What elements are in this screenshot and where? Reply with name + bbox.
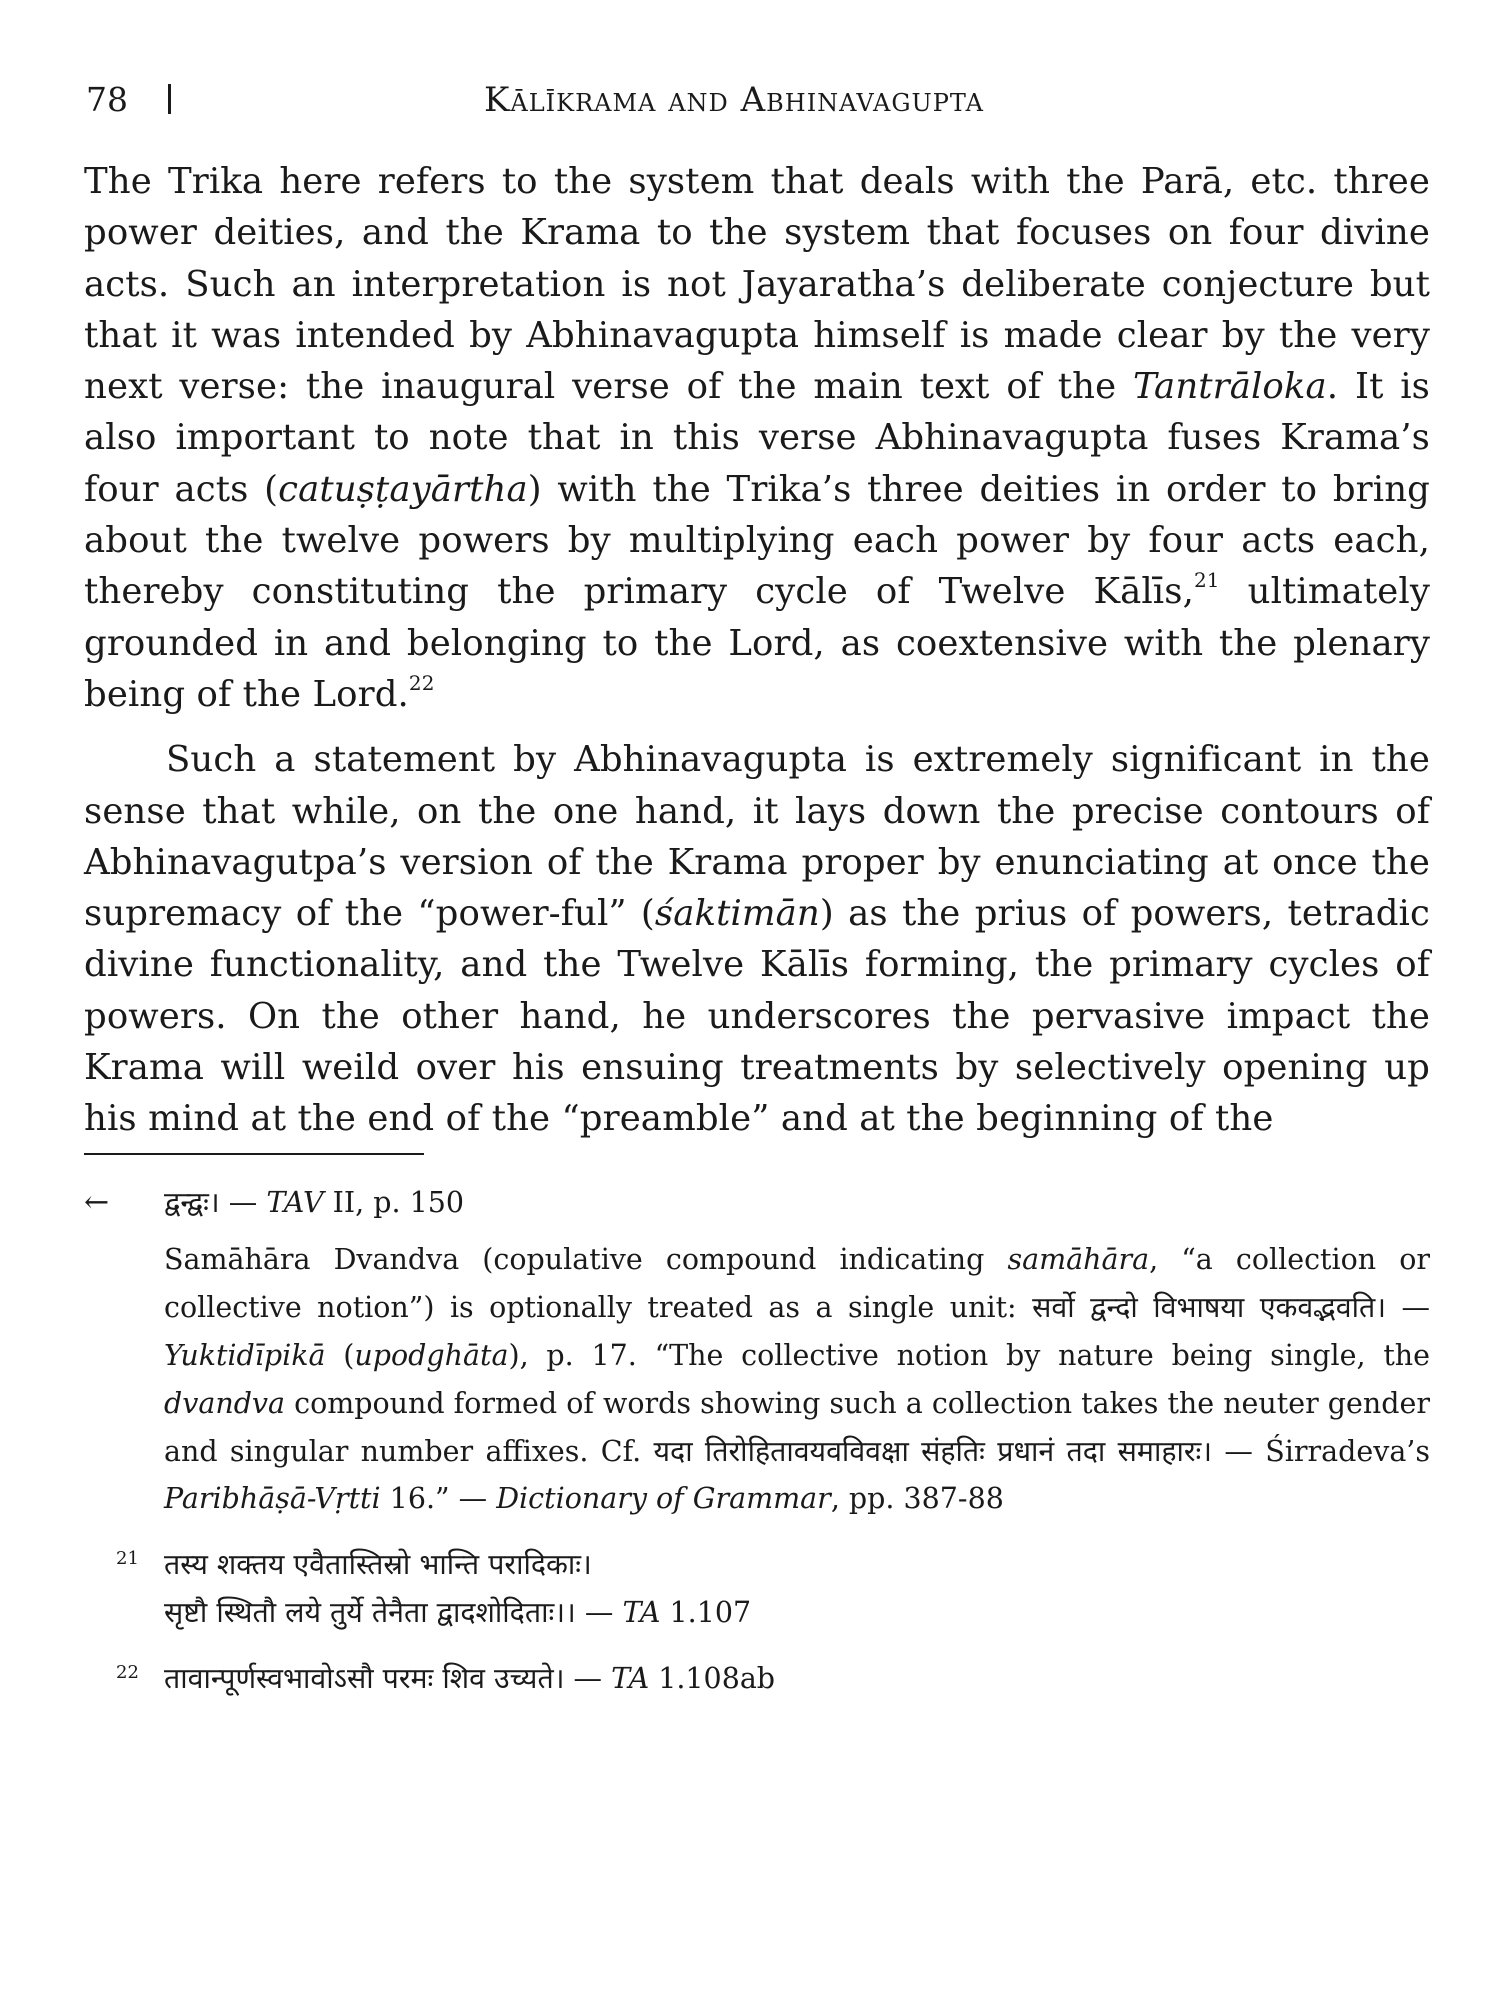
footnote-line: तस्य शक्तय एवैतास्तिस्रो भान्ति परादिकाः। — [164, 1548, 592, 1582]
footnote-ref-21[interactable]: 21 — [1193, 568, 1220, 593]
footnote-ref-22[interactable]: 22 — [408, 670, 435, 695]
footnote-21 — [84, 1541, 1430, 1637]
footnote-continued: ← द्वन्द्वः। — TAV II, p. 150 — [84, 1179, 1430, 1227]
term-catustayartha: catuṣṭayārtha — [278, 468, 528, 510]
page-number: 78 — [86, 80, 128, 119]
term-saktiman: śaktimān — [654, 893, 820, 935]
paragraph-1: The Trika here refers to the system that deals with the Parā, etc. three power deities, and the Krama to the system that focuses on four divine acts. Such an interpretation is not Jayaratha’s deliberate conjecture but that it was intended by Abhinavagupta himself is made clear by the very next verse: the inaugural verse of the main text of the Tantrāloka. It is also important to note that in this verse Abhinavagupta fuses Krama’s four acts (catuṣṭayārtha) with the Trika’s three deities in order to bring about the twelve powers by multiplying each power by four acts each, thereby constituting the primary cycle of Twelve Kālīs,$^{21}$ ultimately grounded in and belonging to the Lord, as coextensive with the plenary being of the Lord.$^{22}$ — [84, 161, 1430, 715]
header-divider — [168, 84, 171, 114]
footnote-number: 22 — [116, 1661, 139, 1683]
continuation-arrow-icon: ← — [84, 1184, 110, 1220]
footnote-number: 21 — [116, 1548, 139, 1570]
running-head — [84, 70, 1430, 130]
title-tantraloka: Tantrāloka — [1133, 366, 1327, 408]
footnote-line: तावान्पूर्णस्वभावोऽसौ परमः शिव उच्यते। — TA 1.108ab — [164, 1661, 776, 1695]
running-title: Kālīkrama and Abhinavagupta — [484, 80, 984, 120]
footnote-divider — [84, 1153, 424, 1155]
footnotes — [84, 1179, 1430, 1703]
footnote-line: सृष्टौ स्थितौ लये तुर्ये तेनैता द्वादशोदिताः।। — TA 1.107 — [164, 1596, 752, 1630]
book-page — [84, 70, 1430, 1703]
footnote-22 — [84, 1655, 1430, 1703]
footnote-continued-text: Samāhāra Dvandva (copulative compound indicating samāhāra, “a collection or collective notion”) is optionally treated as a single unit: सर्वो द्वन्दो विभाषया एकवद्भवति। — Yuktidīpikā (upodghāta), p. 17. “The collective notion by nature being single, the dvandva compound formed of words showing such a collection takes the neuter gender and singular number affixes. Cf. यदा तिरोहितावयवविवक्षा संहतिः प्रधानं तदा समाहारः। — Śirradeva’s Paribhāṣā-Vṛtti 16.” — Dictionary of Grammar, pp. 387-88 — [164, 1243, 1431, 1516]
paragraph-2: Such a statement by Abhinavagupta is extremely significant in the sense that while, on the one hand, it lays down the precise contours of Abhinavagutpa’s version of the Krama proper by enunciating at once the supremacy of the “power-ful” (śaktimān) as the prius of powers, tetradic divine functionality, and the Twelve Kālīs forming, the primary cycles of powers. On the other hand, he underscores the pervasive impact the Krama will weild over his ensuing treatments by selectively opening up his mind at the end of the “preamble” and at the beginning of the — [84, 739, 1430, 1140]
main-text — [84, 156, 1430, 1145]
